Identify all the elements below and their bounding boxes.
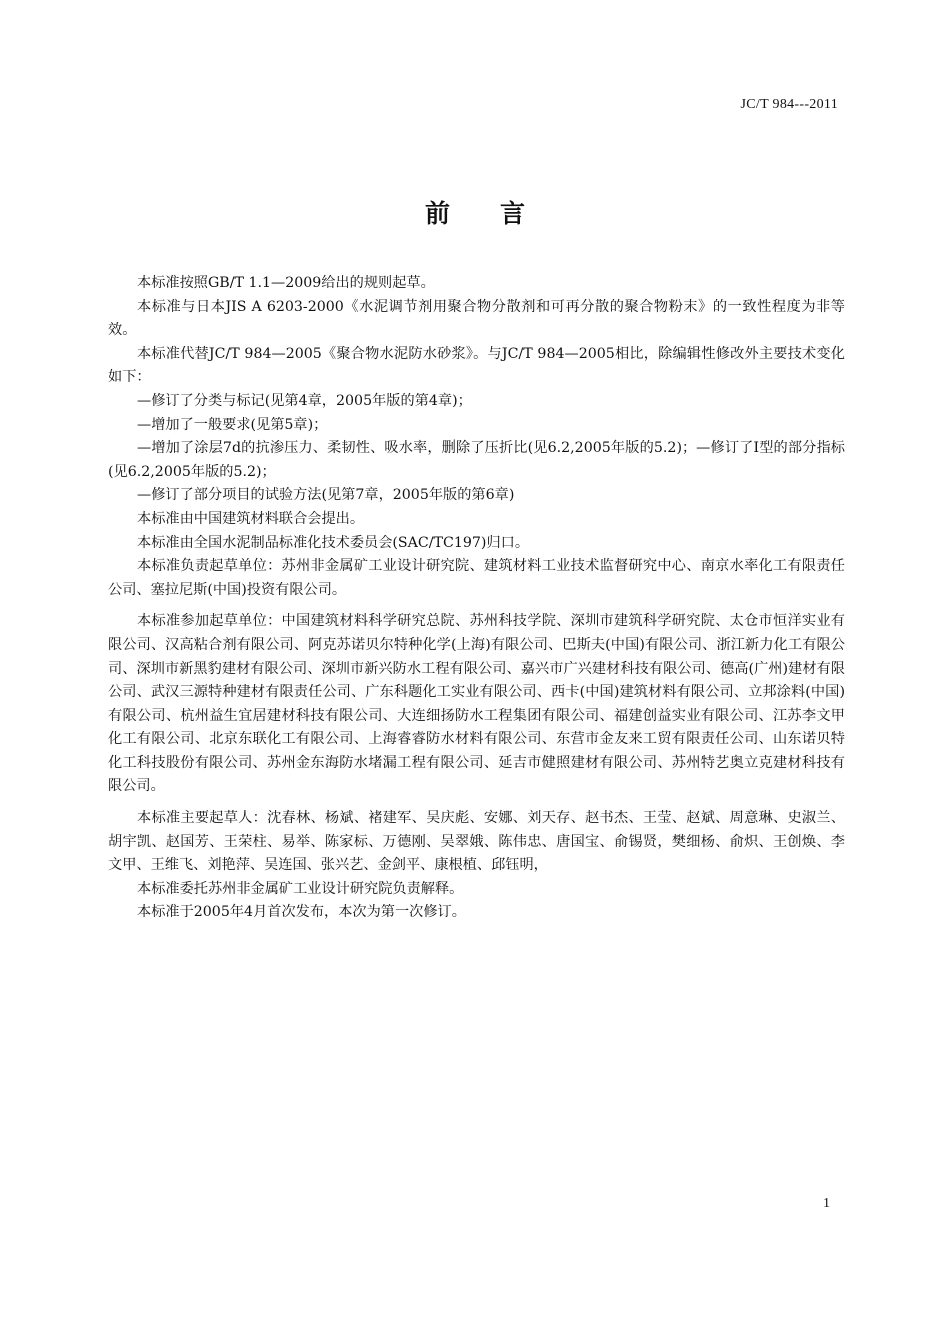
list-item-classification: —修订了分类与标记(见第4章，2005年版的第4章)；: [137, 392, 472, 409]
foreword-body: [108, 272, 845, 925]
paragraph-drafting-rules: 本标准按照GB/T 1.1—2009给出的规则起草。: [137, 275, 435, 291]
paragraph-participating-drafters: 本标准参加起草单位：中国建筑材料科学研究总院、苏州科技学院、深圳市建筑科学研究院、太仓市恒洋实业有限公司、汉高粘合剂有限公司、阿克苏诺贝尔特种化学(上海)有限公司、巴斯夫(中国)有限公司、浙江新力化工有限公司、深圳市新黑豹建材有限公司、深圳市新兴防水工程有限公司、嘉兴市广兴建材科技有限公司、德高(广州)建材有限公司、武汉三源特种建材有限责任公司、广东科题化工实业有限公司、西卡(中国)建筑材料有限公司、立邦涂料(中国)有限公司、杭州益生宜居建材科技有限公司、大连细扬防水工程集团有限公司、福建创益实业有限公司、江苏李文甲化工有限公司、北京东联化工有限公司、上海睿睿防水材料有限公司、东营市金友来工贸有限责任公司、山东诺贝特化工科技股份有限公司、苏州金东海防水堵漏工程有限公司、延吉市健照建材有限公司、苏州特艺奥立克建材科技有限公司。: [108, 613, 845, 795]
paragraph-publication-history: 本标准于2005年4月首次发布，本次为第一次修订。: [137, 904, 466, 921]
standard-code: JC/T 984---2011: [740, 97, 838, 112]
paragraph-equivalence: 本标准与日本JIS A 6203-2000《水泥调节剂用聚合物分散剂和可再分散的聚合物粉末》的一致性程度为非等效。: [108, 298, 845, 339]
paragraph-under-jurisdiction: 本标准由全国水泥制品标准化技术委员会(SAC/TC197)归口。: [137, 534, 530, 551]
list-item-general-requirements: —增加了一般要求(见第5章)；: [137, 416, 328, 433]
paragraph-replaces: 本标准代替JC/T 984—2005《聚合物水泥防水砂浆》。与JC/T 984—2005相比，除编辑性修改外主要技术变化如下：: [108, 345, 845, 386]
list-item-coating-properties: —增加了涂层7d的抗渗压力、柔韧性、吸水率，删除了压折比(见6.2,2005年版的5.2)；—修订了I型的部分指标(见6.2,2005年版的5.2)；: [108, 440, 845, 480]
list-item-test-methods: —修订了部分项目的试验方法(见第7章，2005年版的第6章): [137, 487, 515, 504]
page-number: 1: [823, 1196, 830, 1211]
section-title: 前言: [424, 199, 575, 228]
paragraph-main-drafters: 本标准主要起草人：沈春林、杨斌、褚建军、吴庆彪、安娜、刘天存、赵书杰、王莹、赵斌、周意琳、史淑兰、胡宇凯、赵国芳、王荣柱、易举、陈家标、万德刚、吴翠娥、陈伟忠、唐国宝、俞锡贤，樊细杨、俞炽、王创焕、李文甲、王维飞、刘艳萍、吴连国、张兴艺、金剑平、康根植、邱钰明，: [108, 810, 845, 874]
paragraph-interpretation: 本标准委托苏州非金属矿工业设计研究院负责解释。: [137, 880, 464, 897]
paragraph-proposed-by: 本标准由中国建筑材料联合会提出。: [137, 510, 365, 527]
paragraph-lead-drafters: 本标准负责起草单位：苏州非金属矿工业设计研究院、建筑材料工业技术监督研究中心、南京水率化工有限责任公司、塞拉尼斯(中国)投资有限公司。: [108, 558, 845, 598]
